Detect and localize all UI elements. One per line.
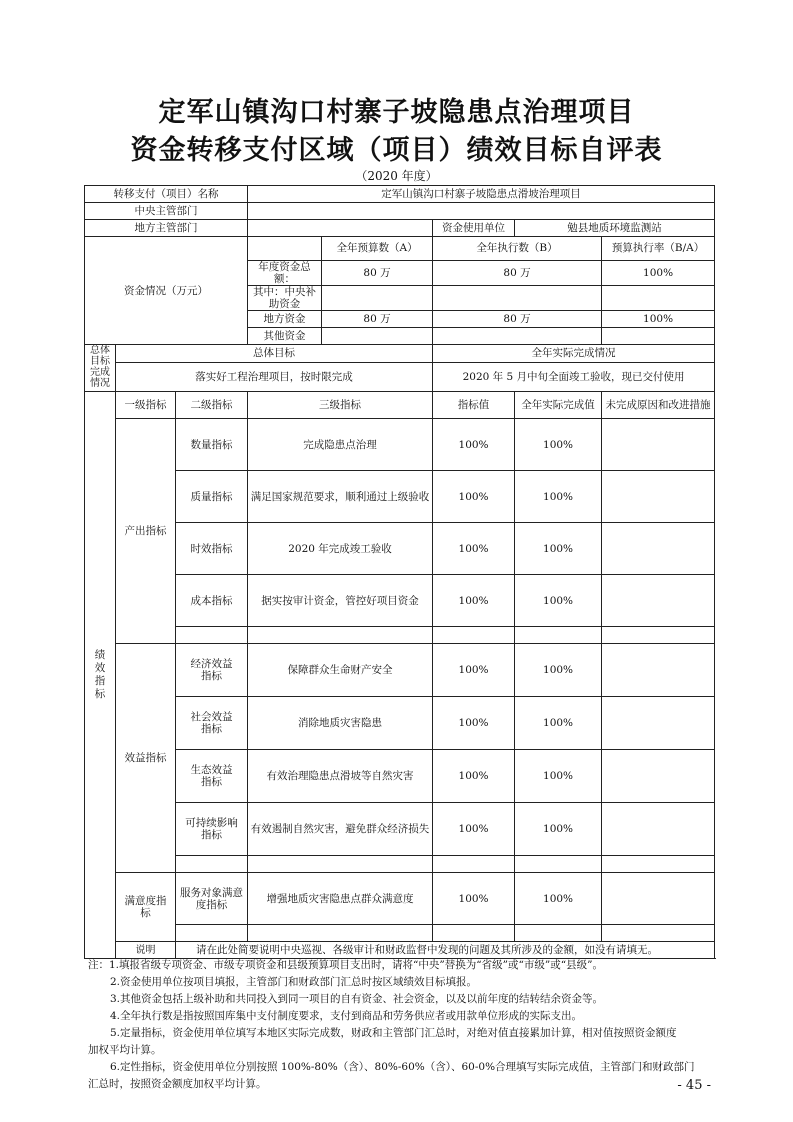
indicator-l3: 有效遏制自然灾害，避免群众经济损失 [248,803,433,856]
indicator-actual: 100% [515,575,602,627]
local-dept-value [248,220,433,237]
remark-text: 请在此处简要说明中央巡视、各级审计和财政监督中发现的问题及其所涉及的金额，如没有请填无。 [176,942,715,959]
empty-cell [515,856,602,873]
indicator-reason [602,523,715,575]
col-l3-header: 三级指标 [248,392,433,419]
indicator-l3: 据实按审计资金，管控好项目资金 [248,575,433,627]
funds-row-label: 其中：中央补助资金 [248,286,322,311]
indicator-target: 100% [433,575,515,627]
project-name-value: 定军山镇沟口村寨子坡隐患点滑坡治理项目 [248,186,715,203]
project-name-label: 转移支付（项目）名称 [85,186,248,203]
col-actual-header: 全年实际完成值 [515,392,602,419]
indicator-l3: 增强地质灾害隐患点群众满意度 [248,873,433,925]
empty-cell [176,925,248,942]
footnote-line: 2.资金使用单位按项目填报，主管部门和财政部门汇总时按区域绩效目标填报。 [110,976,478,988]
funds-corner [248,237,322,261]
indicator-actual: 100% [515,750,602,803]
empty-cell [248,925,433,942]
indicator-reason [602,419,715,471]
empty-cell [176,627,248,644]
empty-cell [248,856,433,873]
indicator-target: 100% [433,750,515,803]
indicator-l2: 服务对象满意度指标 [176,873,248,925]
funds-row-rate [602,328,715,345]
funds-row-label: 地方资金 [248,311,322,328]
indicator-reason [602,575,715,627]
indicator-l2: 质量指标 [176,471,248,523]
funds-row-rate: 100% [602,261,715,286]
empty-cell [515,925,602,942]
footnote-line: 汇总时，按照资金额度加权平均计算。 [88,1078,267,1090]
indicator-target: 100% [433,523,515,575]
empty-cell [176,856,248,873]
indicator-l3: 满足国家规范要求，顺利通过上级验收 [248,471,433,523]
funds-col-exec: 全年执行数（B） [433,237,602,261]
indicator-actual: 100% [515,697,602,750]
title-line-2: 资金转移支付区域（项目）绩效目标自评表 [130,135,663,166]
indicator-l2: 可持续影响指标 [176,803,248,856]
indicators-side-label: 绩效指标 [94,649,106,701]
overall-actual-value: 2020 年 5 月中旬全面竣工验收，现已交付使用 [433,362,715,392]
footnote-line: 6.定性指标，资金使用单位分别按照 100%-80%（含）、80%-60%（含）、60-0%合理填写实际完成值，主管部门和财政部门 [110,1061,695,1073]
indicator-target: 100% [433,873,515,925]
indicator-target: 100% [433,803,515,856]
indicator-reason [602,471,715,523]
central-dept-value [248,203,715,220]
empty-cell [515,627,602,644]
funds-row-exec [433,286,602,311]
empty-cell [248,627,433,644]
funds-row-rate [602,286,715,311]
indicator-l2: 社会效益指标 [176,697,248,750]
indicator-target: 100% [433,419,515,471]
indicator-target: 100% [433,471,515,523]
indicator-l2: 经济效益指标 [176,644,248,697]
local-dept-label: 地方主管部门 [85,220,248,237]
indicator-reason [602,644,715,697]
indicator-l2: 时效指标 [176,523,248,575]
footnotes [88,957,716,1093]
satisfaction-indicator-label: 满意度指标 [116,873,176,942]
funds-row-budget [322,328,433,345]
indicator-reason [602,750,715,803]
indicator-actual: 100% [515,419,602,471]
indicator-l3: 2020 年完成竣工验收 [248,523,433,575]
user-unit-label: 资金使用单位 [433,220,515,237]
indicator-target: 100% [433,644,515,697]
indicator-l3: 有效治理隐患点滑坡等自然灾害 [248,750,433,803]
indicator-l3: 消除地质灾害隐患 [248,697,433,750]
overall-label: 总体目标完成情况 [90,345,110,390]
empty-cell [602,856,715,873]
title-line-1: 定军山镇沟口村寨子坡隐患点治理项目 [158,97,635,128]
indicator-actual: 100% [515,873,602,925]
funds-label: 资金情况（万元） [85,237,248,345]
empty-cell [602,925,715,942]
funds-row-budget: 80 万 [322,261,433,286]
page-number: - 45 - [677,1078,711,1093]
user-unit-value: 勉县地质环境监测站 [515,220,715,237]
funds-col-budget: 全年预算数（A） [322,237,433,261]
indicator-actual: 100% [515,523,602,575]
central-dept-label: 中央主管部门 [85,203,248,220]
col-reason-header: 未完成原因和改进措施 [602,392,715,419]
funds-col-rate: 预算执行率（B/A） [602,237,715,261]
indicator-l2: 生态效益指标 [176,750,248,803]
empty-cell [433,856,515,873]
indicator-actual: 100% [515,644,602,697]
funds-row-exec: 80 万 [433,261,602,286]
footnote-line: 3.其他资金包括上级补助和共同投入到同一项目的自有资金、社会资金，以及以前年度的结转结余资金等。 [110,993,604,1005]
footnote-line: 加权平均计算。 [88,1044,162,1056]
empty-cell [433,627,515,644]
indicator-actual: 100% [515,803,602,856]
indicator-l3: 完成隐患点治理 [248,419,433,471]
funds-row-budget: 80 万 [322,311,433,328]
indicator-reason [602,803,715,856]
evaluation-table [84,185,715,959]
overall-actual-header: 全年实际完成情况 [433,345,715,362]
indicator-reason [602,873,715,925]
funds-row-exec: 80 万 [433,311,602,328]
footnote-line: 5.定量指标，资金使用单位填写本地区实际完成数，财政和主管部门汇总时，对绝对值直接累加计算，相对值按照资金额度 [110,1027,677,1039]
indicator-reason [602,697,715,750]
col-target-header: 指标值 [433,392,515,419]
indicator-l2: 成本指标 [176,575,248,627]
funds-row-rate: 100% [602,311,715,328]
funds-row-label: 年度资金总额： [248,261,322,286]
funds-row-exec [433,328,602,345]
col-l2-header: 二级指标 [176,392,248,419]
footnote-line: 注：1.填报省级专项资金、市级专项资金和县级预算项目支出时，请将“中央”替换为“省级”或“市级”或“县级”。 [88,959,603,971]
col-l1-header: 一级指标 [116,392,176,419]
benefit-indicator-label: 效益指标 [116,644,176,873]
output-indicator-label: 产出指标 [116,419,176,644]
overall-goal-header: 总体目标 [116,345,433,362]
empty-cell [602,627,715,644]
indicator-target: 100% [433,697,515,750]
year-label: （2020 年度） [355,169,438,183]
indicator-l3: 保障群众生命财产安全 [248,644,433,697]
indicator-actual: 100% [515,471,602,523]
empty-cell [433,925,515,942]
footnote-line: 4.全年执行数是指按照国库集中支付制度要求，支付到商品和劳务供应者或用款单位形成的实际支出。 [110,1010,583,1022]
funds-row-budget [322,286,433,311]
funds-row-label: 其他资金 [248,328,322,345]
overall-goal-value: 落实好工程治理项目，按时限完成 [116,362,433,392]
remark-label: 说明 [116,942,176,959]
indicator-l2: 数量指标 [176,419,248,471]
